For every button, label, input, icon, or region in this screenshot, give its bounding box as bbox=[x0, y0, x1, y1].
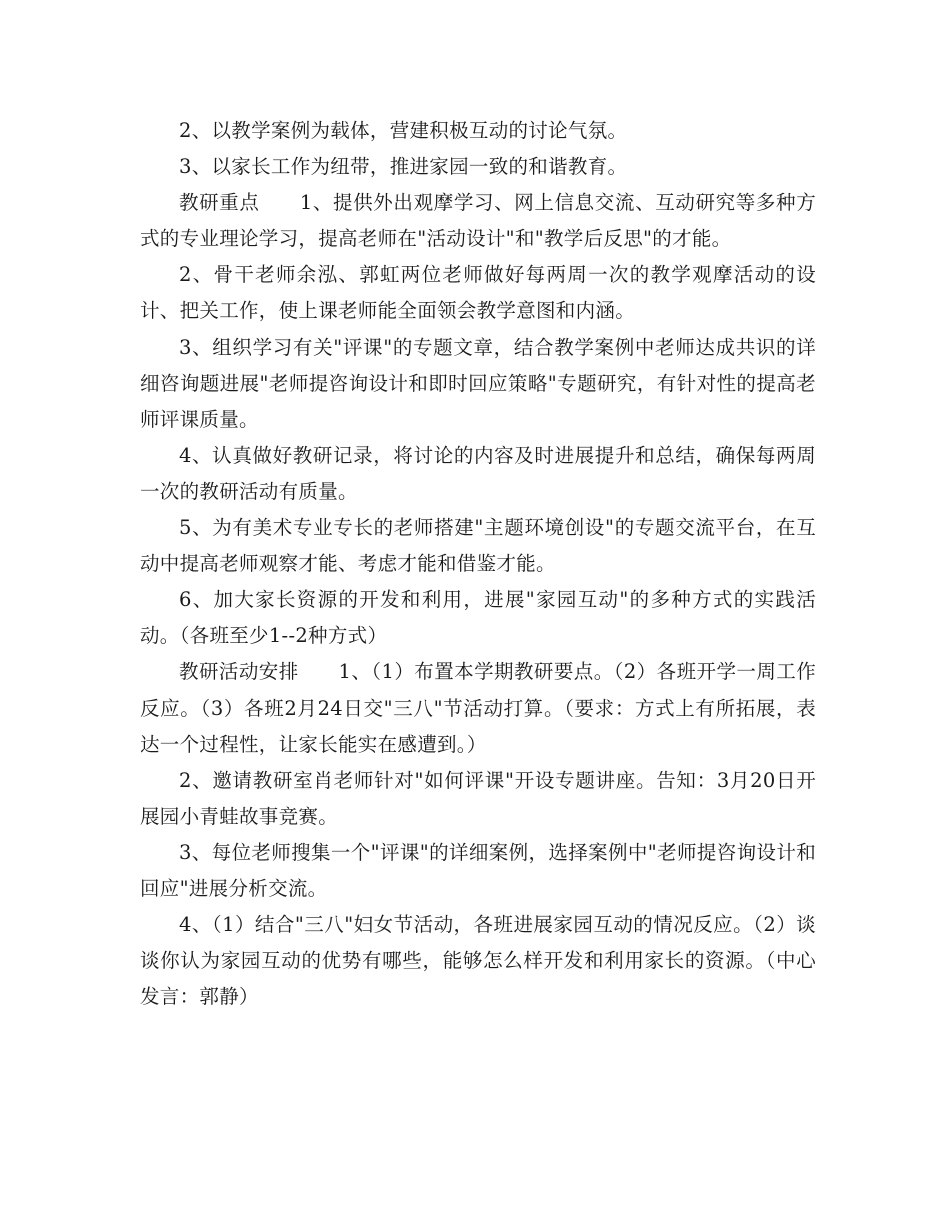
paragraph: 2、邀请教研室肖老师针对"如何评课"开设专题讲座。告知：3月20日开展园小青蛙故事竞赛。 bbox=[140, 768, 816, 828]
paragraph: 3、组织学习有关"评课"的专题文章，结合教学案例中老师达成共识的详细咨询题进展"老师提咨询设计和即时回应策略"专题研究，有针对性的提高老师评课质量。 bbox=[140, 335, 816, 431]
paragraph: 4、认真做好教研记录，将讨论的内容及时进展提升和总结，确保每两周一次的教研活动有质量。 bbox=[140, 443, 816, 503]
paragraph: 教研活动安排 1、（1）布置本学期教研要点。（2）各班开学一周工作反应。（3）各班2月24日交"三八"节活动打算。（要求：方式上有所拓展，表达一个过程性，让家长能实在感遭到。） bbox=[140, 660, 816, 756]
paragraph: 3、以家长工作为纽带，推进家园一致的和谐教育。 bbox=[179, 155, 628, 179]
paragraph: 3、每位老师搜集一个"评课"的详细案例，选择案例中"老师提咨询设计和回应"进展分析交流。 bbox=[140, 840, 816, 900]
paragraph: 6、加大家长资源的开发和利用，进展"家园互动"的多种方式的实践活动。（各班至少1--2种方式） bbox=[140, 588, 816, 648]
document-body bbox=[140, 113, 816, 1015]
paragraph: 2、以教学案例为载体，营建积极互动的讨论气氛。 bbox=[179, 119, 628, 142]
paragraph: 5、为有美术专业专长的老师搭建"主题环境创设"的专题交流平台，在互动中提高老师观察才能、考虑才能和借鉴才能。 bbox=[140, 516, 816, 576]
paragraph: 4、（1）结合"三八"妇女节活动，各班进展家园互动的情况反应。（2）谈谈你认为家园互动的优势有哪些，能够怎么样开发和利用家长的资源。（中心发言：郭静） bbox=[140, 913, 816, 1009]
paragraph: 2、骨干老师余泓、郭虹两位老师做好每两周一次的教学观摩活动的设计、把关工作，使上课老师能全面领会教学意图和内涵。 bbox=[140, 263, 816, 323]
paragraph: 教研重点 1、提供外出观摩学习、网上信息交流、互动研究等多种方式的专业理论学习，提高老师在"活动设计"和"教学后反思"的才能。 bbox=[140, 191, 816, 251]
